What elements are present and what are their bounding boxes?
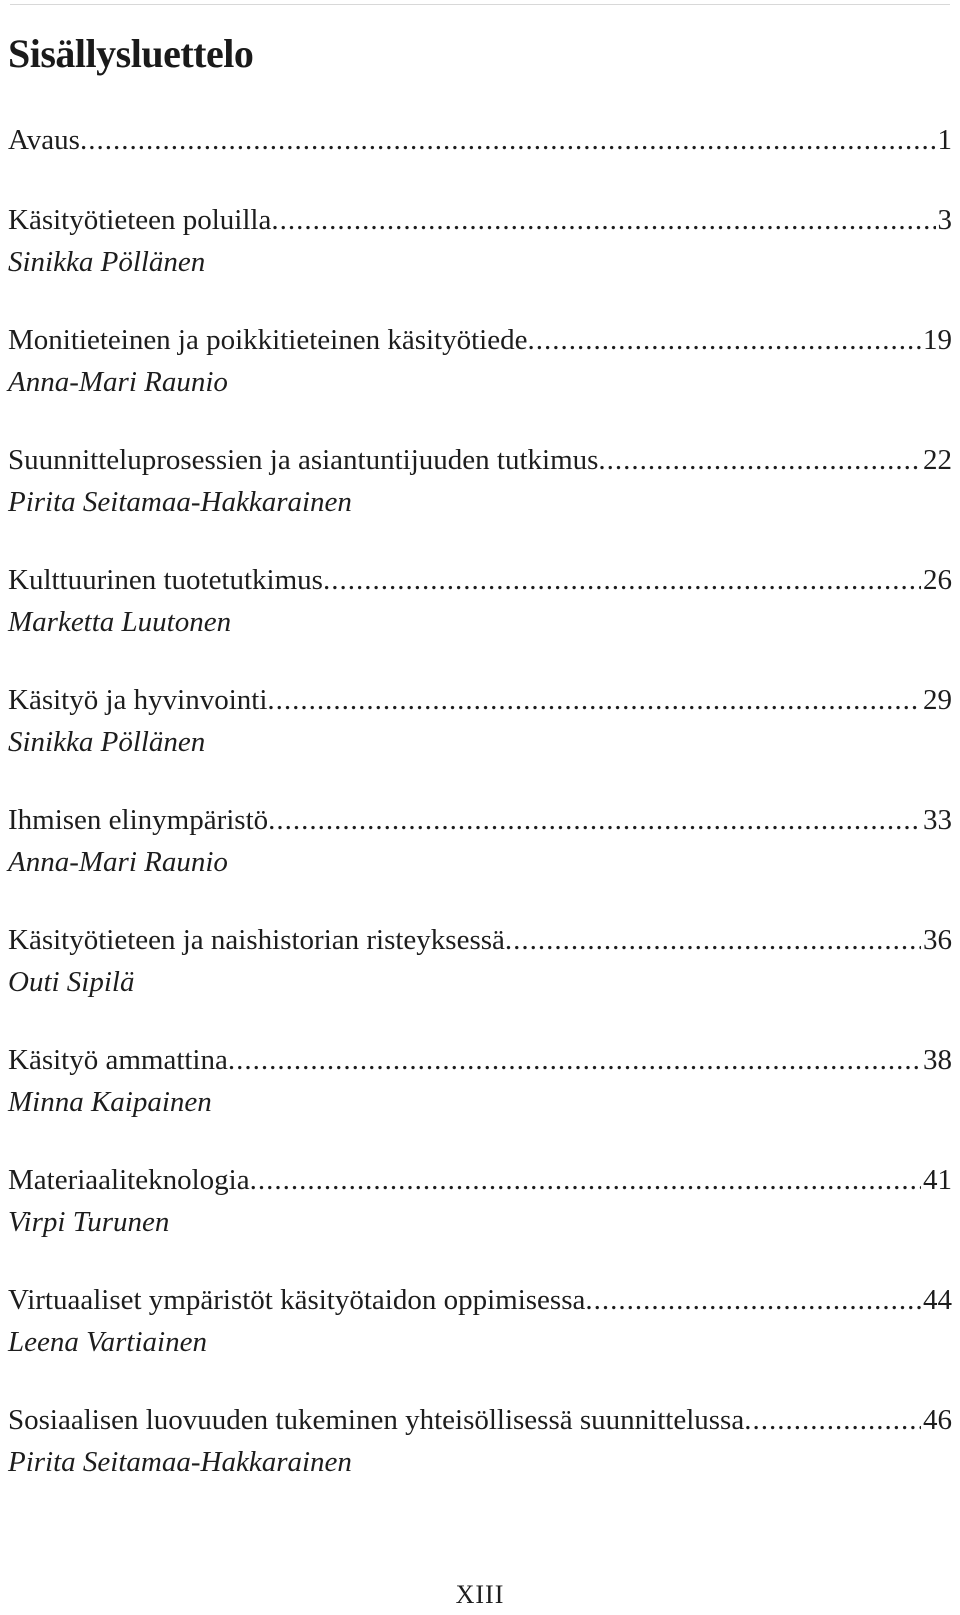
dot-leader (228, 1038, 921, 1082)
toc-entry-author: Pirita Seitamaa-Hakkarainen (8, 486, 352, 518)
toc-entry-author: Virpi Turunen (8, 1206, 170, 1238)
toc-entry-title: Käsityötieteen ja naishistorian risteyksessä (8, 924, 505, 956)
toc-entry-line (8, 198, 952, 242)
page-top-rule (10, 4, 950, 5)
toc-entry-author: Outi Sipilä (8, 966, 135, 998)
toc-entry-title: Avaus (8, 124, 80, 156)
dot-leader (527, 318, 921, 362)
toc-entry-page: 33 (923, 804, 952, 836)
toc-entry-page: 41 (923, 1164, 952, 1196)
toc-entry (8, 678, 952, 798)
toc-entry (8, 118, 952, 198)
dot-leader (323, 558, 921, 602)
toc-entry-title: Ihmisen elinympäristö (8, 804, 269, 836)
toc-entry-page: 38 (923, 1044, 952, 1076)
toc-entry-title: Monitieteinen ja poikkitieteinen käsityötiede (8, 324, 528, 356)
toc-entry-title: Materiaaliteknologia (8, 1164, 250, 1196)
dot-leader (744, 1398, 921, 1442)
toc-entry-title: Käsityö ammattina (8, 1044, 228, 1076)
dot-leader (250, 1158, 921, 1202)
toc-entry-title: Suunnitteluprosessien ja asiantuntijuuden tutkimus (8, 444, 599, 476)
toc-entry-author: Sinikka Pöllänen (8, 726, 206, 758)
toc-entry-line (8, 798, 952, 842)
toc-entry-page: 26 (923, 564, 952, 596)
toc-entry-line (8, 318, 952, 362)
toc-entry-author: Sinikka Pöllänen (8, 246, 206, 278)
page-title: Sisällysluettelo (8, 31, 254, 76)
toc-entry-line (8, 1038, 952, 1082)
toc-entry-line (8, 1158, 952, 1202)
toc-entry (8, 918, 952, 1038)
toc-entry (8, 798, 952, 918)
toc-entry (8, 558, 952, 678)
toc-entry (8, 1398, 952, 1518)
toc-entry-page: 46 (923, 1404, 952, 1436)
toc-entry-line (8, 558, 952, 602)
toc-entry-title: Kulttuurinen tuotetutkimus (8, 564, 323, 596)
toc-entry-title: Käsityö ja hyvinvointi (8, 684, 268, 716)
toc-entry (8, 198, 952, 318)
toc-entry-author: Pirita Seitamaa-Hakkarainen (8, 1446, 352, 1478)
toc-entry-page: 3 (937, 204, 952, 236)
toc-entry-line (8, 438, 952, 482)
toc-entry-author: Anna-Mari Raunio (8, 366, 228, 398)
toc-entry-line (8, 1278, 952, 1322)
dot-leader (585, 1278, 921, 1322)
toc-entry-title: Käsityötieteen poluilla (8, 204, 272, 236)
toc-entry-title: Virtuaaliset ympäristöt käsityötaidon oppimisessa (8, 1284, 586, 1316)
toc-entry-line (8, 118, 952, 162)
toc-entry (8, 438, 952, 558)
toc-entry (8, 1278, 952, 1398)
toc-entry-line (8, 1398, 952, 1442)
toc-entry-author: Anna-Mari Raunio (8, 846, 228, 878)
toc-entry-page: 19 (923, 324, 952, 356)
toc-entry-line (8, 678, 952, 722)
toc-entry (8, 1038, 952, 1158)
toc-entry-page: 1 (937, 124, 952, 156)
toc-entry-line (8, 918, 952, 962)
toc-entry-title: Sosiaalisen luovuuden tukeminen yhteisöllisessä suunnittelussa (8, 1404, 745, 1436)
dot-leader (267, 678, 921, 722)
toc-entry-page: 29 (923, 684, 952, 716)
dot-leader (80, 118, 936, 162)
toc-entry-author: Marketta Luutonen (8, 606, 232, 638)
page-folio: XIII (455, 1580, 505, 1609)
toc-entry-page: 36 (923, 924, 952, 956)
toc-entry-page: 22 (923, 444, 952, 476)
toc-entry-author: Minna Kaipainen (8, 1086, 212, 1118)
toc-entry (8, 1158, 952, 1278)
dot-leader (271, 198, 935, 242)
toc-list (8, 118, 952, 1518)
toc-entry-page: 44 (923, 1284, 952, 1316)
toc-entry (8, 318, 952, 438)
dot-leader (598, 438, 921, 482)
toc-entry-author: Leena Vartiainen (8, 1326, 207, 1358)
dot-leader (268, 798, 921, 842)
dot-leader (505, 918, 921, 962)
